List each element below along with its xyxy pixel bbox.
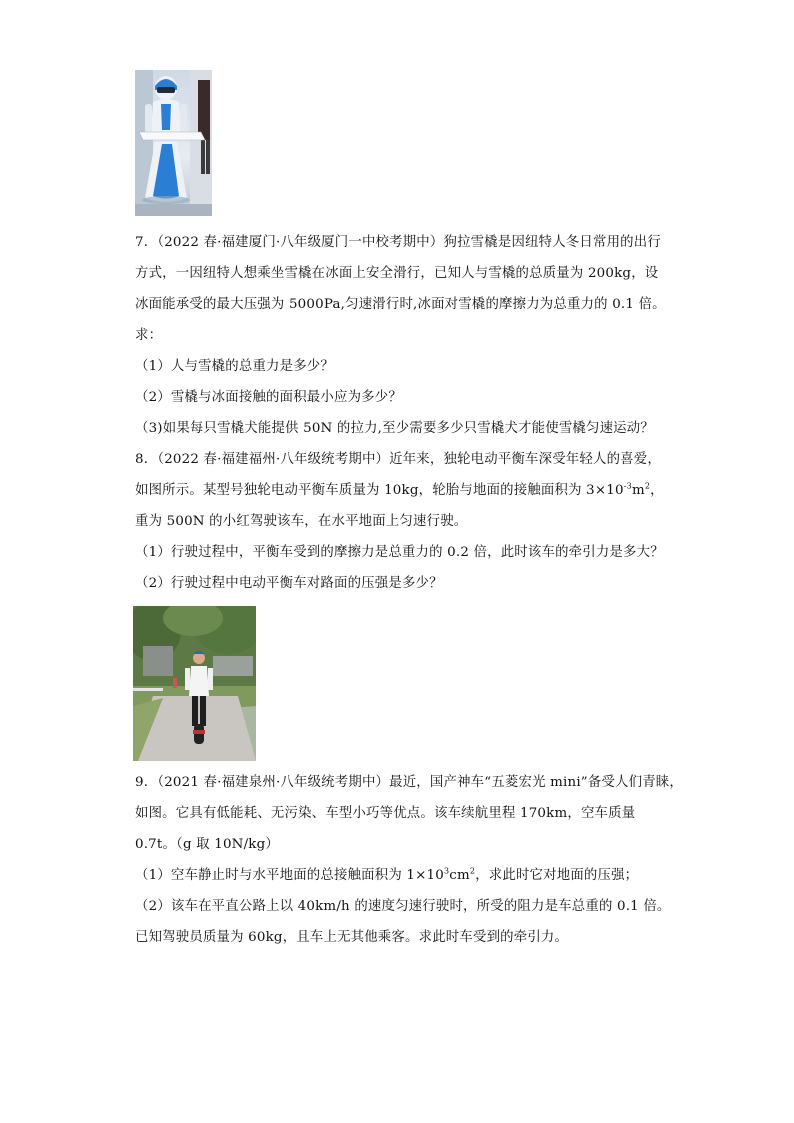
- q7-subquestion-1: （1）人与雪橇的总重力是多少？: [135, 359, 334, 374]
- q9-line-1: 9．（2021 春·福建泉州·八年级统考期中）最近，国产神车“五菱宏光 mini”备受人们青睐，: [135, 775, 683, 790]
- robot-photo-svg: [135, 70, 212, 216]
- unicycle-rider-image: [133, 606, 256, 761]
- q7-line-2: 方式，一因纽特人想乘坐雪橇在冰面上安全滑行，已知人与雪橇的总质量为 200kg，设: [135, 266, 659, 281]
- q8-unit-exponent: 2: [644, 481, 651, 491]
- unicycle-photo-svg: [133, 606, 256, 761]
- q7-subquestion-2: （2）雪橇与冰面接触的面积最小应为多少？: [135, 390, 402, 405]
- q7-line-3: 冰面能承受的最大压强为 5000Pa,匀速滑行时,冰面对雪橇的摩擦力为总重力的 0.1 倍。: [135, 297, 666, 312]
- q8-line-2-text: 如图所示。某型号独轮电动平衡车质量为 10kg，轮胎与地面的接触面积为 3×10: [135, 483, 624, 498]
- q8-subquestion-1: （1）行驶过程中，平衡车受到的摩擦力是总重力的 0.2 倍，此时该车的牵引力是多大？: [135, 545, 664, 560]
- q9-line-3: 0.7t。（g 取 10N/kg）: [135, 837, 279, 852]
- q7-line-1: 7．（2022 春·福建厦门·八年级厦门一中校考期中）狗拉雪橇是因纽特人冬日常用的出行: [135, 235, 661, 250]
- q9-unit-exponent: 2: [469, 866, 476, 876]
- q9-line-6: 已知驾驶员质量为 60kg，且车上无其他乘客。求此时车受到的牵引力。: [135, 930, 569, 945]
- q9-unit: cm: [449, 868, 470, 883]
- q7-line-4: 求：: [135, 328, 163, 343]
- q8-line-3: 重为 500N 的小红驾驶该车，在水平地面上匀速行驶。: [135, 514, 468, 529]
- robot-waiter-image: [135, 70, 212, 216]
- q7-subquestion-3: （3)如果每只雪橇犬能提供 50N 的拉力,至少需要多少只雪橇犬才能使雪橇匀速运动？: [135, 421, 654, 436]
- q9-subquestion-2: （2）该车在平直公路上以 40km/h 的速度匀速行驶时，所受的阻力是车总重的 0.1 倍。: [135, 899, 671, 914]
- q9-subquestion-1: [135, 866, 638, 886]
- q9-line-2: 如图。它具有低能耗、无污染、车型小巧等优点。该车续航里程 170km，空车质量: [135, 806, 636, 821]
- q9-sub1-text-c: ，求此时它对地面的压强；: [475, 868, 639, 883]
- q8-line-1: 8．（2022 春·福建福州·八年级统考期中）近年来，独轮电动平衡车深受年轻人的喜爱，: [135, 452, 661, 467]
- q8-subquestion-2: （2）行驶过程中电动平衡车对路面的压强是多少？: [135, 576, 443, 591]
- q9-sub1-text-a: （1）空车静止时与水平地面的总接触面积为 1×10: [135, 868, 444, 883]
- q8-unit: m: [631, 483, 645, 498]
- q8-exponent: -3: [623, 481, 632, 491]
- q8-line-2: [135, 481, 664, 501]
- q9-exponent: 3: [443, 866, 450, 876]
- q8-line-2-end: ，: [650, 483, 664, 498]
